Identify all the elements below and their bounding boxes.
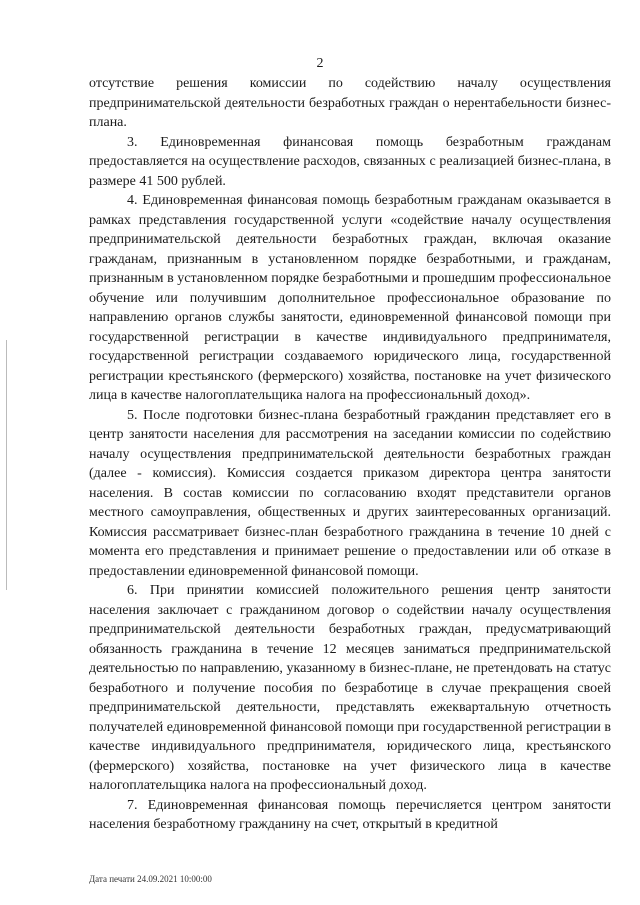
page-number: 2 xyxy=(316,56,324,71)
paragraph-3: 3. Единовременная финансовая помощь безработным гражданам предоставляется на осуществление расходов, связанных с реализацией бизнес-плана, в размере 41 500 рублей. xyxy=(89,134,611,189)
margin-binding-mark xyxy=(6,340,7,590)
document-body xyxy=(89,74,611,835)
paragraph-6: 6. При принятии комиссией положительного решения центр занятости населения заключает с гражданином договор о содействии началу осуществления предпринимательской деятельности безработных граждан, предусматривающий обязанность гражданина в течение 12 месяцев заниматься предпринимательской деятельностью по направлению, указанному в бизнес-плане, не претендовать на статус безработного и получение пособия по безработице в случае прекращения своей предпринимательской деятельности, представлять ежеквартальную отчетность получателей единовременной финансовой помощи при государственной регистрации в качестве индивидуального предпринимателя, юридического лица, крестьянского (фермерского) хозяйства, постановке на учет физического лица в качестве налогоплательщика налога на профессиональный доход. xyxy=(89,583,611,793)
paragraph-7: 7. Единовременная финансовая помощь перечисляется центром занятости населения безработному гражданину на счет, открытый в кредитной xyxy=(89,797,611,832)
paragraph-5: 5. После подготовки бизнес-плана безработный гражданин представляет его в центр занятости населения для рассмотрения на заседании комиссии по содействию началу осуществления предпринимательской деятельности безработных граждан (далее - комиссия). Комиссия создается приказом директора центра занятости населения. В состав комиссии по согласованию входят представители органов местного самоуправления, общественных и других заинтересованных организаций. Комиссия рассматривает бизнес-план безработного гражданина в течение 10 дней с момента его представления и принимает решение о предоставлении или об отказе в предоставлении единовременной финансовой помощи. xyxy=(89,407,611,579)
paragraph-4: 4. Единовременная финансовая помощь безработным гражданам оказывается в рамках представления государственной услуги «содействие началу осуществления предпринимательской деятельности безработных граждан, включая оказание гражданам, признанным в установленном порядке безработными, и гражданам, признанным в установленном порядке безработными и прошедшим профессиональное обучение или получившим дополнительное профессиональное образование по направлению органов службы занятости, единовременной финансовой помощи при государственной регистрации в качестве индивидуального предпринимателя, государственной регистрации создаваемого юридического лица, государственной регистрации крестьянского (фермерского) хозяйства, постановке на учет физического лица в качестве налогоплательщика налога на профессиональный доход». xyxy=(89,193,611,403)
print-date-footer: Дата печати 24.09.2021 10:00:00 xyxy=(89,874,212,884)
paragraph-continuation: отсутствие решения комиссии по содействию началу осуществления предпринимательской деятельности безработных граждан о нерентабельности бизнес-плана. xyxy=(89,76,611,130)
